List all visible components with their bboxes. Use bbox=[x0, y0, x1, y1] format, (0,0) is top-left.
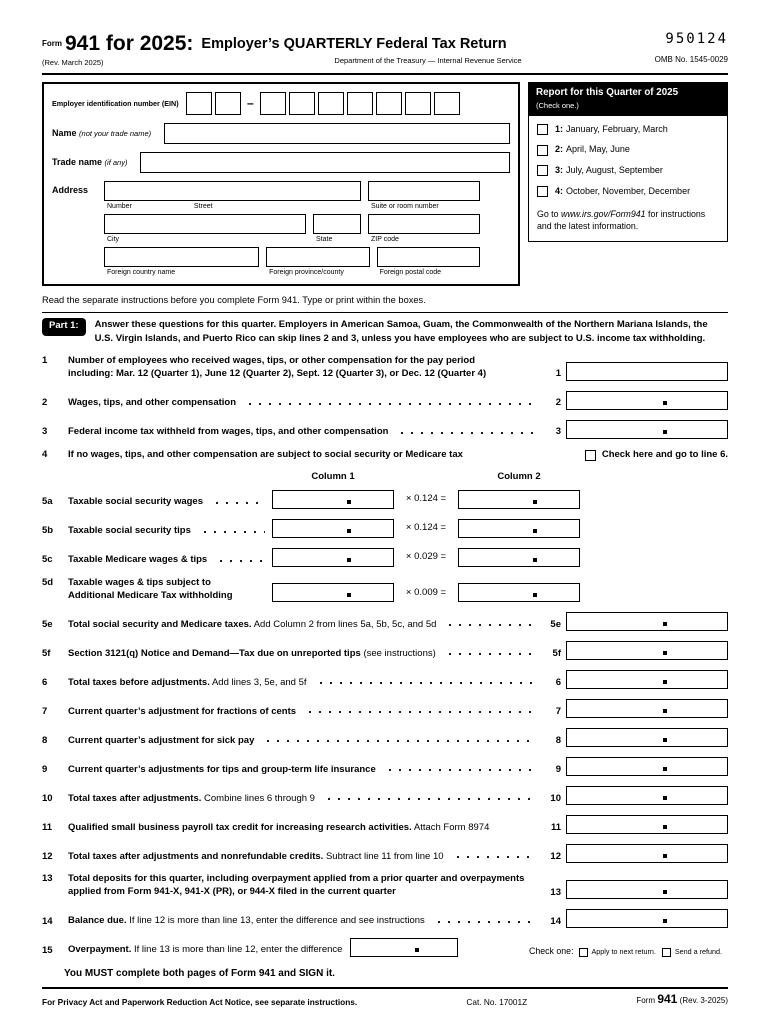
line-12 bbox=[42, 844, 728, 863]
foreign-country-input[interactable] bbox=[104, 247, 259, 267]
line-9 bbox=[42, 757, 728, 776]
line-4 bbox=[42, 449, 728, 462]
line-5a-col2-input[interactable] bbox=[458, 490, 580, 509]
state-input[interactable] bbox=[313, 214, 361, 234]
overpayment-apply-checkbox[interactable] bbox=[579, 948, 588, 957]
quarter-2-checkbox[interactable] bbox=[537, 145, 548, 156]
ein-digit-box[interactable] bbox=[318, 92, 344, 115]
line-13-number-right: 13 bbox=[550, 886, 561, 898]
cents-separator bbox=[663, 709, 667, 713]
header-left bbox=[42, 30, 193, 68]
form-number-title: 941 for 2025: bbox=[65, 32, 194, 55]
check-one-label: Check one: bbox=[529, 945, 574, 956]
line-5c-text: Taxable Medicare wages & tips bbox=[68, 553, 208, 565]
line-3 bbox=[42, 420, 728, 439]
cents-separator bbox=[347, 529, 351, 533]
address-rows bbox=[104, 181, 510, 280]
cents-separator bbox=[533, 500, 537, 504]
form-header bbox=[42, 30, 728, 75]
line-4-text: If no wages, tips, and other compensation are subject to social security or Medicare tax bbox=[68, 448, 463, 460]
line-12-text: Total taxes after adjustments and nonrefundable credits. Subtract line 11 from line 10 bbox=[68, 850, 444, 862]
line-8-number: 8 bbox=[42, 735, 48, 747]
zip-label: ZIP code bbox=[371, 236, 399, 244]
address-label: Address bbox=[52, 185, 89, 196]
line-1-input[interactable] bbox=[566, 362, 728, 381]
dot-leader bbox=[198, 527, 265, 537]
line-9-text: Current quarter’s adjustments for tips and group-term life insurance bbox=[68, 763, 376, 775]
line-15-number: 15 bbox=[42, 944, 53, 956]
line-11-amount-input[interactable] bbox=[566, 815, 728, 834]
quarter-3-checkbox[interactable] bbox=[537, 165, 548, 176]
trade-name-input[interactable] bbox=[140, 152, 510, 173]
must-complete-note: You MUST complete both pages of Form 941 and SIGN it. bbox=[64, 968, 335, 980]
trade-name-label: Trade name (if any) bbox=[52, 156, 128, 167]
ein-digit-box[interactable] bbox=[347, 92, 373, 115]
line-6-number: 6 bbox=[42, 677, 48, 689]
line-12-number-right: 12 bbox=[550, 851, 561, 863]
line-11-text: Qualified small business payroll tax credit for increasing research activities. Attach Form 8974 bbox=[68, 821, 490, 833]
line-1-number: 1 bbox=[42, 355, 48, 366]
line-5f-amount-input[interactable] bbox=[566, 641, 728, 660]
line-4-checkbox[interactable] bbox=[585, 450, 596, 461]
number-label: Number bbox=[107, 203, 132, 211]
cents-separator bbox=[663, 680, 667, 684]
dot-leader bbox=[322, 794, 537, 804]
foreign-postal-input[interactable] bbox=[377, 247, 480, 267]
trade-name-row bbox=[52, 152, 510, 173]
quarter-4-checkbox[interactable] bbox=[537, 186, 548, 197]
line-5b-col2-input[interactable] bbox=[458, 519, 580, 538]
line-10-number-right: 10 bbox=[550, 793, 561, 805]
address-section bbox=[52, 181, 510, 280]
line-9-number-right: 9 bbox=[555, 764, 561, 776]
line-5e bbox=[42, 612, 728, 631]
omb-number: OMB No. 1545-0029 bbox=[654, 55, 728, 65]
line-5d-multiplier: × 0.009 = bbox=[405, 587, 447, 599]
form-reference: Form 941 (Rev. 3-2025) bbox=[636, 992, 728, 1007]
address-line-1 bbox=[104, 181, 480, 214]
address-line-2 bbox=[104, 214, 480, 247]
line-11-number: 11 bbox=[42, 822, 53, 834]
cents-separator bbox=[663, 825, 667, 829]
dot-leader bbox=[210, 498, 265, 508]
cents-separator bbox=[347, 593, 351, 597]
quarter-1-checkbox[interactable] bbox=[537, 124, 548, 135]
name-row bbox=[52, 123, 510, 144]
line-3-number: 3 bbox=[42, 426, 48, 438]
cents-separator bbox=[663, 430, 667, 434]
suite-label: Suite or room number bbox=[371, 203, 439, 211]
line-5c bbox=[42, 548, 728, 567]
line-7 bbox=[42, 699, 728, 718]
dot-leader bbox=[443, 620, 537, 630]
foreign-province-input[interactable] bbox=[266, 247, 369, 267]
read-instructions-note: Read the separate instructions before you complete Form 941. Type or print within the boxes. bbox=[42, 295, 426, 306]
line-9-number: 9 bbox=[42, 764, 48, 776]
quarter-option-label: January, February, March bbox=[566, 123, 668, 134]
cents-separator bbox=[663, 919, 667, 923]
dot-leader bbox=[432, 917, 537, 927]
line-5e-amount-input[interactable] bbox=[566, 612, 728, 631]
address-line-3 bbox=[104, 247, 480, 280]
ein-digit-box[interactable] bbox=[405, 92, 431, 115]
line-7-amount-input[interactable] bbox=[566, 699, 728, 718]
line-5b-text: Taxable social security tips bbox=[68, 524, 191, 536]
ein-digit-boxes bbox=[186, 92, 510, 115]
line-14 bbox=[42, 909, 728, 928]
line-2-text: Wages, tips, and other compensation bbox=[68, 396, 237, 408]
form-word: Form bbox=[42, 39, 62, 48]
line-5f-number-right: 5f bbox=[552, 648, 561, 660]
line-10 bbox=[42, 786, 728, 805]
ein-digit-box[interactable] bbox=[186, 92, 212, 115]
column-2-header: Column 2 bbox=[497, 471, 541, 483]
cents-separator bbox=[533, 593, 537, 597]
line-5e-number-right: 5e bbox=[550, 619, 561, 631]
line-5d-col2-input[interactable] bbox=[458, 583, 580, 602]
street-address-input[interactable] bbox=[104, 181, 361, 201]
line-4-number: 4 bbox=[42, 449, 48, 461]
line-14-number-right: 14 bbox=[550, 915, 561, 927]
line-5d-number: 5d bbox=[42, 576, 54, 588]
dot-leader bbox=[314, 678, 537, 688]
cents-separator bbox=[663, 622, 667, 626]
ein-digit-box[interactable] bbox=[434, 92, 460, 115]
line-8 bbox=[42, 728, 728, 747]
line-11-number-right: 11 bbox=[550, 822, 561, 834]
quarter-option-label: October, November, December bbox=[566, 185, 691, 196]
doc-locator-code: 950124 bbox=[665, 31, 728, 47]
top-section bbox=[42, 82, 728, 286]
quarter-box-title: Report for this Quarter of 2025 bbox=[536, 87, 679, 99]
foreign-postal-label: Foreign postal code bbox=[379, 269, 442, 277]
cents-separator bbox=[663, 796, 667, 800]
dot-leader bbox=[214, 556, 265, 566]
line-5b-number: 5b bbox=[42, 525, 54, 537]
line-5a-text: Taxable social security wages bbox=[68, 495, 204, 507]
quarter-option-2[interactable] bbox=[537, 144, 719, 156]
cents-separator bbox=[663, 401, 667, 405]
line-5f bbox=[42, 641, 728, 660]
line-5e-number: 5e bbox=[42, 619, 53, 631]
line-5c-multiplier: × 0.029 = bbox=[405, 551, 447, 563]
line-3-amount-input[interactable] bbox=[566, 420, 728, 439]
quarter-option-1[interactable] bbox=[537, 124, 719, 136]
quarter-option-number: 2: bbox=[555, 144, 564, 155]
line-6-text: Total taxes before adjustments. Add lines 3, 5e, and 5f bbox=[68, 676, 307, 688]
name-label: Name (not your trade name) bbox=[52, 127, 152, 138]
line-5d-text: Taxable wages & tips subject to Additional Medicare Tax withholding bbox=[68, 576, 233, 601]
line-2-amount-input[interactable] bbox=[566, 391, 728, 410]
line-2-number: 2 bbox=[42, 397, 48, 409]
line-5b bbox=[42, 519, 728, 538]
quarter-option-3[interactable] bbox=[537, 165, 719, 177]
line-5c-col2-input[interactable] bbox=[458, 548, 580, 567]
line-15-text: Overpayment. If line 13 is more than line 12, enter the difference bbox=[68, 944, 343, 956]
part-1-heading: Answer these questions for this quarter. Employers in American Samoa, Guam, the Commonwealth of the Northern Mariana Islands, the U.S. Virgin Islands, and Puerto Rico can skip lines 2 and 3, unless you have employees who are subject to U.S. income tax withholding. bbox=[94, 319, 708, 344]
dot-leader bbox=[261, 736, 537, 746]
line-5c-col1-input[interactable] bbox=[272, 548, 394, 567]
line-4-check-label: Check here and go to line 6. bbox=[601, 449, 728, 461]
line-3-number-right: 3 bbox=[555, 426, 561, 438]
line-12-number: 12 bbox=[42, 851, 53, 863]
line-1-number-right: 1 bbox=[555, 368, 561, 380]
ein-label: Employer identification number (EIN) bbox=[52, 98, 179, 108]
part-1-header bbox=[42, 312, 728, 345]
cents-separator bbox=[663, 890, 667, 894]
line-10-text: Total taxes after adjustments. Combine lines 6 through 9 bbox=[68, 792, 315, 804]
quarter-option-number: 4: bbox=[555, 185, 564, 196]
apply-next-return-label: Apply to next return. bbox=[591, 946, 656, 956]
line-5d bbox=[42, 577, 728, 603]
ein-digit-box[interactable] bbox=[215, 92, 241, 115]
line-8-number-right: 8 bbox=[555, 735, 561, 747]
line-13 bbox=[42, 873, 728, 899]
ein-digit-box[interactable] bbox=[260, 92, 286, 115]
line-14-text: Balance due. If line 12 is more than line 13, enter the difference and see instructions bbox=[68, 915, 425, 927]
line-7-number-right: 7 bbox=[555, 706, 561, 718]
quarter-option-number: 1: bbox=[555, 123, 564, 134]
line-1 bbox=[42, 355, 728, 381]
foreign-country-label: Foreign country name bbox=[107, 269, 176, 277]
cents-separator bbox=[663, 651, 667, 655]
column-1-header: Column 1 bbox=[311, 471, 355, 483]
cents-separator bbox=[415, 948, 419, 952]
header-center bbox=[193, 30, 654, 68]
line-5a bbox=[42, 490, 728, 509]
line-5a-col1-input[interactable] bbox=[272, 490, 394, 509]
overpayment-refund-checkbox[interactable] bbox=[662, 948, 671, 957]
line-14-number: 14 bbox=[42, 915, 53, 927]
line-10-amount-input[interactable] bbox=[566, 786, 728, 805]
header-right bbox=[655, 30, 728, 68]
part-1-badge: Part 1: bbox=[42, 318, 86, 335]
line-15 bbox=[42, 938, 728, 957]
catalog-number: Cat. No. 17001Z bbox=[466, 996, 528, 1007]
dot-leader bbox=[395, 428, 537, 438]
quarter-box-header bbox=[529, 83, 727, 115]
privacy-act-note: For Privacy Act and Paperwork Reduction Act Notice, see separate instructions. bbox=[42, 996, 358, 1007]
line-5a-multiplier: × 0.124 = bbox=[405, 493, 447, 505]
line-5d-col1-input[interactable] bbox=[272, 583, 394, 602]
line-7-text: Current quarter’s adjustment for fractions of cents bbox=[68, 705, 297, 717]
part-1-lines bbox=[42, 355, 728, 957]
line-8-amount-input[interactable] bbox=[566, 728, 728, 747]
line-10-number: 10 bbox=[42, 793, 53, 805]
line-13-text: Total deposits for this quarter, including overpayment applied from a prior quarter and overpayments applied from Form 941-X, 941-X (PR), or 944-X filed in the current quarter bbox=[68, 873, 525, 898]
cents-separator bbox=[663, 738, 667, 742]
line-5b-multiplier: × 0.124 = bbox=[405, 522, 447, 534]
quarter-report-box bbox=[528, 82, 728, 242]
dot-leader bbox=[243, 399, 537, 409]
line-6-number-right: 6 bbox=[555, 677, 561, 689]
line-2 bbox=[42, 391, 728, 410]
line-11 bbox=[42, 815, 728, 834]
quarter-box-subtitle: (Check one.) bbox=[536, 100, 579, 110]
line-13-number: 13 bbox=[42, 873, 53, 885]
line-9-amount-input[interactable] bbox=[566, 757, 728, 776]
form-title: Employer’s QUARTERLY Federal Tax Return bbox=[201, 36, 507, 52]
line-5b-col1-input[interactable] bbox=[272, 519, 394, 538]
line-6-amount-input[interactable] bbox=[566, 670, 728, 689]
dot-leader bbox=[451, 852, 537, 862]
ein-row bbox=[52, 92, 510, 115]
foreign-province-label: Foreign province/county bbox=[269, 269, 344, 277]
cents-separator bbox=[347, 558, 351, 562]
line-5f-number: 5f bbox=[42, 648, 51, 660]
dot-leader bbox=[303, 707, 537, 717]
ein-dash: – bbox=[247, 95, 254, 110]
zip-input[interactable] bbox=[368, 214, 480, 234]
street-labels bbox=[107, 202, 361, 211]
quarter-option-4[interactable] bbox=[537, 186, 719, 198]
quarter-options bbox=[529, 116, 727, 209]
line-5c-number: 5c bbox=[42, 554, 53, 566]
city-input[interactable] bbox=[104, 214, 306, 234]
cents-separator bbox=[663, 767, 667, 771]
line-5f-text: Section 3121(q) Notice and Demand—Tax due on unreported tips (see instructions) bbox=[68, 647, 436, 659]
street-label: Street bbox=[193, 203, 213, 211]
city-label: City bbox=[107, 236, 120, 244]
send-refund-label: Send a refund. bbox=[674, 946, 722, 956]
revision-date: (Rev. March 2025) bbox=[42, 58, 104, 68]
name-input[interactable] bbox=[164, 123, 510, 144]
line-12-amount-input[interactable] bbox=[566, 844, 728, 863]
quarter-option-label: July, August, September bbox=[566, 164, 663, 175]
state-label: State bbox=[316, 236, 333, 244]
line-8-text: Current quarter’s adjustment for sick pay bbox=[68, 734, 255, 746]
line-5e-text: Total social security and Medicare taxes. Add Column 2 from lines 5a, 5b, 5c, and 5d bbox=[68, 618, 437, 630]
footer-row bbox=[42, 989, 728, 1008]
line-14-amount-input[interactable] bbox=[566, 909, 728, 928]
cents-separator bbox=[533, 558, 537, 562]
form941-link[interactable]: www.irs.gov/Form941 bbox=[560, 209, 646, 220]
cents-separator bbox=[533, 529, 537, 533]
line-1-text: Number of employees who received wages, tips, or other compensation for the pay period including: Mar. 12 (Quarter 1), June 12 (Quarter 2), Sept. 12 (Quarter 3), or Dec. 12 (Quarter 4) bbox=[68, 355, 487, 379]
line-6 bbox=[42, 670, 728, 689]
ein-digit-box[interactable] bbox=[289, 92, 315, 115]
cents-separator bbox=[347, 500, 351, 504]
quarter-option-label: April, May, June bbox=[566, 144, 630, 155]
goto-instructions: Go to www.irs.gov/Form941 for instructions and the latest information. bbox=[537, 209, 706, 232]
line-3-text: Federal income tax withheld from wages, tips, and other compensation bbox=[68, 425, 389, 437]
suite-input[interactable] bbox=[368, 181, 480, 201]
line-5a-number: 5a bbox=[42, 496, 53, 508]
line-13-amount-input[interactable] bbox=[566, 880, 728, 899]
quarter-option-number: 3: bbox=[555, 164, 564, 175]
dot-leader bbox=[443, 649, 537, 659]
line-7-number: 7 bbox=[42, 706, 48, 718]
cents-separator bbox=[663, 854, 667, 858]
ein-digit-box[interactable] bbox=[376, 92, 402, 115]
line-2-number-right: 2 bbox=[555, 397, 561, 409]
line-15-amount-input[interactable] bbox=[350, 938, 458, 957]
department-line: Department of the Treasury — Internal Revenue Service bbox=[334, 55, 522, 65]
column-headers bbox=[42, 471, 728, 483]
identification-box bbox=[42, 82, 520, 286]
dot-leader bbox=[383, 765, 537, 775]
